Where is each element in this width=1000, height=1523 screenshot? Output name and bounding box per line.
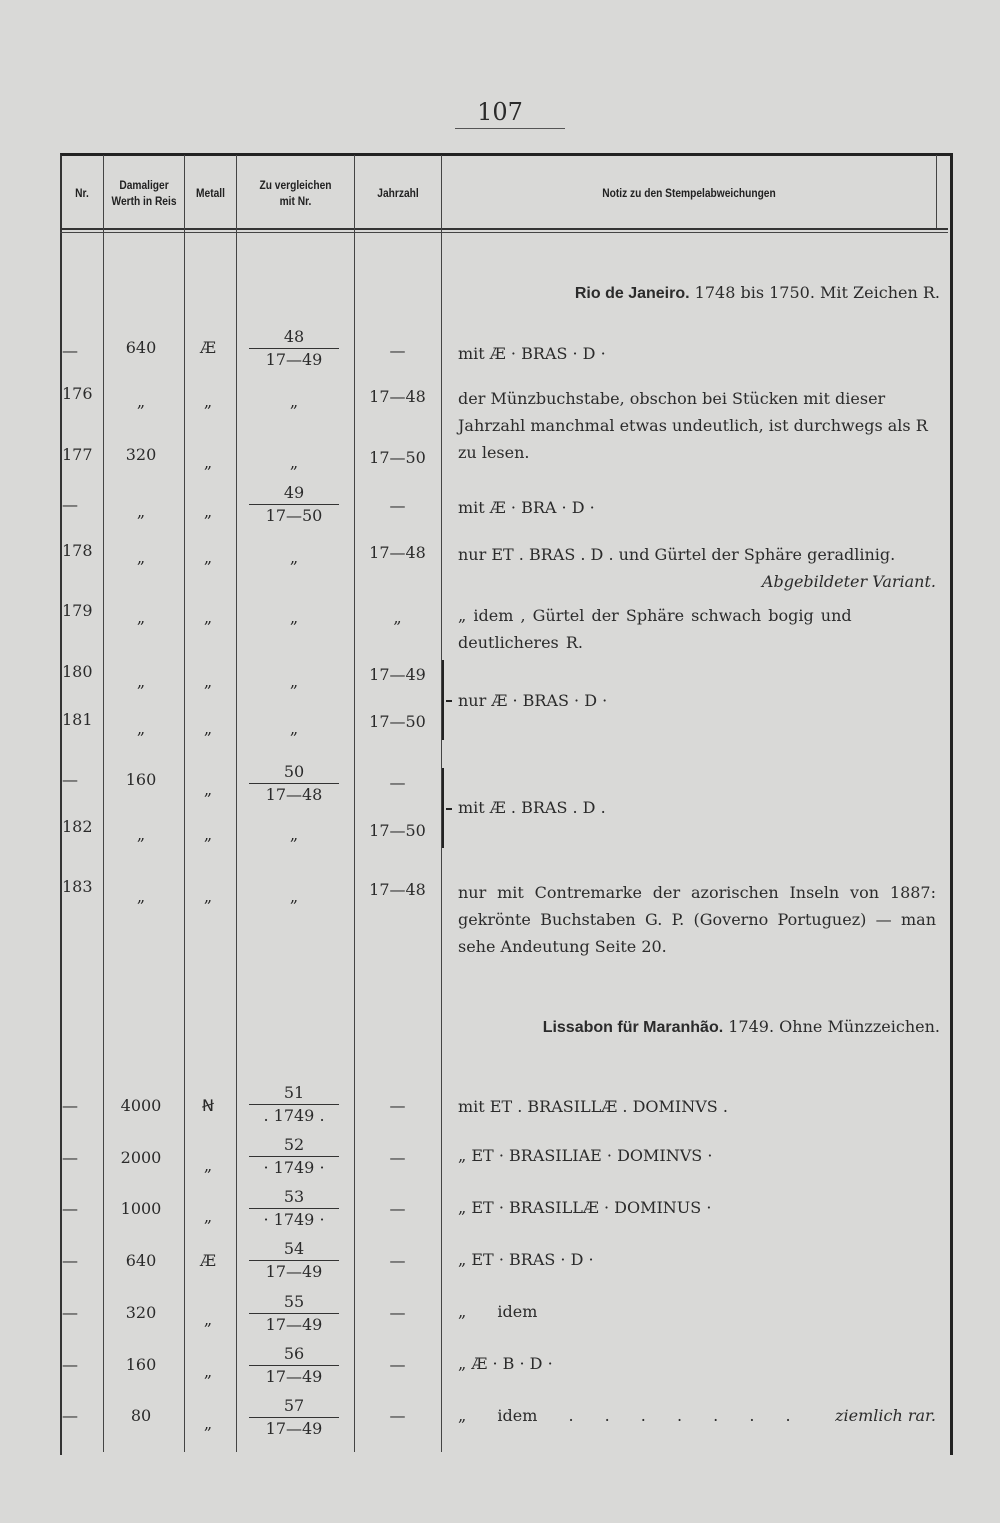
row-metal: „ [203, 1207, 213, 1226]
row-compare: 49 17—50 [238, 482, 350, 527]
row-value: „ [136, 548, 146, 567]
row-metal: „ [203, 719, 213, 738]
row-compare: „ [289, 548, 299, 567]
row-value: 160 [125, 1355, 157, 1374]
row-note: der Münzbuchstabe, obschon bei Stücken mit dieser Jahrzahl manchmal etwas undeutlich, ist durchwegs als R zu lesen. [458, 389, 928, 462]
row-compare: „ [289, 608, 299, 627]
row-year: 17—48 [369, 880, 426, 899]
row-note: „ idem , Gürtel der Sphäre schwach bogig und deutlicheres R. [458, 606, 852, 652]
row-nr: — [62, 1148, 78, 1167]
row-value: 4000 [120, 1096, 162, 1115]
row-nr: — [62, 1096, 78, 1115]
row-metal: „ [203, 392, 213, 411]
row-year: 17—50 [369, 712, 426, 731]
row-year: — [389, 341, 406, 360]
row-metal: Æ [199, 338, 216, 357]
row-metal: „ [203, 780, 213, 799]
row-year: 17—49 [369, 665, 426, 684]
row-note: „ idem [458, 1302, 538, 1321]
row-nr: — [62, 1199, 78, 1218]
row-compare: 54 17—49 [238, 1238, 350, 1283]
row-value: 320 [125, 445, 157, 464]
group-note: nur Æ · BRAS · D · [458, 691, 608, 710]
row-value: 2000 [120, 1148, 162, 1167]
row-nr: — [62, 1303, 78, 1322]
row-year: 17—50 [369, 448, 426, 467]
row-year: — [389, 1355, 406, 1374]
row-note: nur mit Contremarke der azorischen Inseln von 1887: gekrönte Buchstaben G. P. (Governo Portuguez) — man sehe Andeutung Seite 20. [458, 883, 936, 956]
row-nr: — [62, 495, 78, 514]
row-metal: „ [203, 1310, 213, 1329]
row-compare: 53 · 1749 · [238, 1186, 350, 1231]
row-nr: 176 [62, 384, 93, 403]
row-value: 160 [125, 770, 157, 789]
row-note-remark: Abgebildeter Variant. [761, 572, 936, 591]
row-value: „ [136, 719, 146, 738]
row-nr: 179 [62, 601, 93, 620]
row-metal: „ [203, 548, 213, 567]
row-compare: „ [289, 825, 299, 844]
row-year: 17—48 [369, 387, 426, 406]
column-divider [936, 155, 937, 228]
row-note: „ idem . . . . . . . [458, 1406, 791, 1425]
row-year: — [389, 1406, 406, 1425]
row-metal: „ [203, 608, 213, 627]
row-compare: „ [289, 453, 299, 472]
row-value: „ [136, 502, 146, 521]
row-compare: „ [289, 392, 299, 411]
row-value: 1000 [120, 1199, 162, 1218]
row-metal: „ [203, 1362, 213, 1381]
row-nr: 177 [62, 445, 93, 464]
row-nr: 178 [62, 541, 93, 560]
row-note: „ ET · BRASILIAE · DOMINVS · [458, 1146, 713, 1165]
section-years: 1748 bis 1750. [694, 283, 815, 302]
row-metal: „ [203, 453, 213, 472]
group-bracket [442, 768, 450, 848]
row-metal: „ [203, 1156, 213, 1175]
row-compare: „ [289, 719, 299, 738]
row-value: „ [136, 392, 146, 411]
header-metal: Metall [196, 186, 225, 200]
row-value: 640 [125, 338, 157, 357]
row-compare: 50 17—48 [238, 761, 350, 806]
header-year: Jahrzahl [377, 186, 419, 200]
header-rule-double [60, 232, 948, 233]
row-note: mit Æ · BRA · D · [458, 498, 595, 517]
row-nr: 182 [62, 817, 93, 836]
row-year: — [389, 773, 406, 792]
row-nr: — [62, 1355, 78, 1374]
row-year: — [389, 1303, 406, 1322]
header-rule [60, 228, 948, 230]
row-note: „ ET · BRASILLÆ · DOMINUS · [458, 1198, 712, 1217]
section-title: Rio de Janeiro. [574, 285, 690, 302]
row-compare: „ [289, 887, 299, 906]
section-heading [440, 283, 940, 303]
row-year: — [389, 1148, 406, 1167]
page-number-rule [455, 128, 565, 129]
row-value: „ [136, 825, 146, 844]
section-mark: Mit Zeichen R. [820, 283, 940, 302]
row-compare: 51 . 1749 . [238, 1082, 350, 1127]
row-year: — [389, 1096, 406, 1115]
row-note: „ ET · BRAS · D · [458, 1250, 594, 1269]
row-nr: — [62, 770, 78, 789]
row-year: 17—50 [369, 821, 426, 840]
row-nr: 181 [62, 710, 93, 729]
row-metal: „ [203, 887, 213, 906]
row-value: 80 [130, 1406, 152, 1425]
row-note: „ Æ · B · D · [458, 1354, 553, 1373]
section-years: 1749. [728, 1017, 775, 1036]
row-nr: — [62, 1406, 78, 1425]
row-nr: 183 [62, 877, 93, 896]
row-year: — [389, 496, 406, 515]
row-note: mit Æ · BRAS · D · [458, 344, 606, 363]
row-nr: — [62, 341, 78, 360]
row-compare: 48 17—49 [238, 326, 350, 371]
row-note: mit ET . BRASILLÆ . DOMINVS . [458, 1097, 728, 1116]
row-value: 640 [125, 1251, 157, 1270]
column-divider [236, 155, 237, 1452]
row-nr: 180 [62, 662, 93, 681]
row-compare: 52 · 1749 · [238, 1134, 350, 1179]
group-note: mit Æ . BRAS . D . [458, 798, 606, 817]
row-value: 320 [125, 1303, 157, 1322]
row-compare: 56 17—49 [238, 1343, 350, 1388]
header-value: Damaliger Werth in Reis [111, 178, 177, 208]
row-note-remark: ziemlich rar. [835, 1406, 936, 1425]
row-value: „ [136, 608, 146, 627]
header-compare: Zu vergleichen mit Nr. [259, 178, 332, 208]
row-year: — [389, 1251, 406, 1270]
row-value: „ [136, 887, 146, 906]
row-year: — [389, 1199, 406, 1218]
row-metal: Æ [199, 1251, 216, 1270]
page-number: 107 [477, 98, 523, 126]
row-compare: „ [289, 672, 299, 691]
header-nr: Nr. [75, 186, 89, 200]
section-mark: Ohne Münzzeichen. [779, 1017, 940, 1036]
header-note: Notiz zu den Stempelabweichungen [602, 186, 776, 200]
row-nr: — [62, 1251, 78, 1270]
row-compare: 55 17—49 [238, 1291, 350, 1336]
row-metal: „ [203, 1414, 213, 1433]
row-year: 17—48 [369, 543, 426, 562]
row-metal: „ [203, 672, 213, 691]
row-year: „ [393, 608, 402, 627]
row-metal: „ [203, 502, 213, 521]
row-note: nur ET . BRAS . D . und Gürtel der Sphäre geradlinig. [458, 545, 896, 564]
row-metal: „ [203, 825, 213, 844]
section-title: Lissabon für Maranhão. [542, 1019, 724, 1036]
group-bracket [442, 660, 450, 740]
row-value: „ [136, 672, 146, 691]
row-compare: 57 17—49 [238, 1395, 350, 1440]
row-metal: Ꞥ [202, 1096, 214, 1115]
section-heading [440, 1017, 940, 1037]
